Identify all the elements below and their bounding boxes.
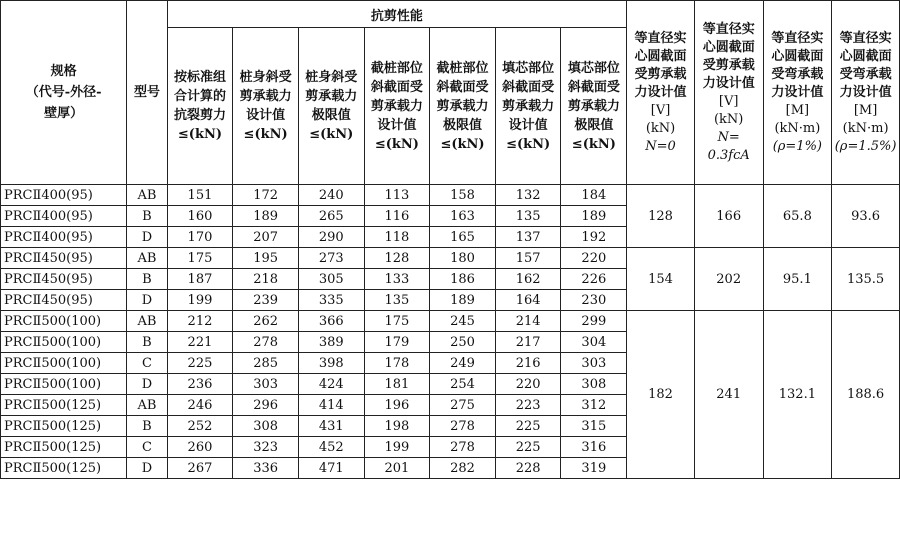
shear-value-cell: 172 xyxy=(233,185,299,206)
shear-value-cell: 221 xyxy=(167,332,233,353)
shear-value-cell: 366 xyxy=(298,311,364,332)
shear-value-cell: 186 xyxy=(430,269,496,290)
shear-value-cell: 225 xyxy=(495,416,561,437)
shear-value-cell: 223 xyxy=(495,395,561,416)
shear-value-cell: 316 xyxy=(561,437,627,458)
type-cell: B xyxy=(127,332,167,353)
shear-value-cell: 278 xyxy=(233,332,299,353)
eq-moment-1pct-header: 等直径实 心圆截面 受弯承载 力设计值 [M] (kN·m) (ρ=1%) xyxy=(763,1,832,185)
shear-value-cell: 189 xyxy=(430,290,496,311)
shear-sub-header-7: 填芯部位 斜截面受 剪承载力 极限值 ≤(kN) xyxy=(561,28,627,185)
shear-value-cell: 220 xyxy=(561,248,627,269)
shear-value-cell: 303 xyxy=(561,353,627,374)
shear-value-cell: 192 xyxy=(561,227,627,248)
shear-value-cell: 319 xyxy=(561,458,627,479)
type-cell: B xyxy=(127,416,167,437)
shear-value-cell: 245 xyxy=(430,311,496,332)
shear-value-cell: 187 xyxy=(167,269,233,290)
shear-sub-header-4: 截桩部位 斜截面受 剪承载力 设计值 ≤(kN) xyxy=(364,28,430,185)
shear-value-cell: 207 xyxy=(233,227,299,248)
spec-cell: PRCⅡ500(100) xyxy=(1,374,127,395)
shear-value-cell: 303 xyxy=(233,374,299,395)
shear-sub-header-3: 桩身斜受 剪承载力 极限值 ≤(kN) xyxy=(298,28,364,185)
type-cell: C xyxy=(127,353,167,374)
shear-value-cell: 285 xyxy=(233,353,299,374)
shear-value-cell: 299 xyxy=(561,311,627,332)
shear-value-cell: 336 xyxy=(233,458,299,479)
shear-value-cell: 165 xyxy=(430,227,496,248)
shear-value-cell: 163 xyxy=(430,206,496,227)
shear-value-cell: 170 xyxy=(167,227,233,248)
shear-value-cell: 278 xyxy=(430,437,496,458)
shear-value-cell: 225 xyxy=(167,353,233,374)
equivalent-capacity-cell: 241 xyxy=(694,311,763,479)
shear-value-cell: 249 xyxy=(430,353,496,374)
shear-value-cell: 290 xyxy=(298,227,364,248)
shear-value-cell: 157 xyxy=(495,248,561,269)
shear-sub-header-6: 填芯部位 斜截面受 剪承载力 设计值 ≤(kN) xyxy=(495,28,561,185)
shear-value-cell: 116 xyxy=(364,206,430,227)
equivalent-capacity-cell: 95.1 xyxy=(763,248,832,311)
shear-value-cell: 151 xyxy=(167,185,233,206)
type-cell: B xyxy=(127,206,167,227)
eq-shear-axial-header: 等直径实 心圆截面 受剪承载 力设计值 [V] (kN) N= 0.3fcA xyxy=(694,1,763,185)
spec-cell: PRCⅡ500(100) xyxy=(1,311,127,332)
type-cell: C xyxy=(127,437,167,458)
shear-value-cell: 398 xyxy=(298,353,364,374)
spec-cell: PRCⅡ500(100) xyxy=(1,353,127,374)
shear-value-cell: 323 xyxy=(233,437,299,458)
shear-value-cell: 236 xyxy=(167,374,233,395)
spec-cell: PRCⅡ500(125) xyxy=(1,437,127,458)
shear-value-cell: 226 xyxy=(561,269,627,290)
type-cell: AB xyxy=(127,311,167,332)
shear-value-cell: 218 xyxy=(233,269,299,290)
shear-value-cell: 180 xyxy=(430,248,496,269)
equivalent-capacity-cell: 188.6 xyxy=(832,311,900,479)
shear-value-cell: 113 xyxy=(364,185,430,206)
shear-value-cell: 260 xyxy=(167,437,233,458)
type-cell: B xyxy=(127,269,167,290)
shear-sub-header-1: 按标准组 合计算的 抗裂剪力 ≤(kN) xyxy=(167,28,233,185)
type-cell: AB xyxy=(127,185,167,206)
type-cell: AB xyxy=(127,248,167,269)
spec-cell: PRCⅡ450(95) xyxy=(1,269,127,290)
equivalent-capacity-cell: 202 xyxy=(694,248,763,311)
shear-value-cell: 424 xyxy=(298,374,364,395)
shear-value-cell: 199 xyxy=(167,290,233,311)
shear-value-cell: 230 xyxy=(561,290,627,311)
shear-value-cell: 158 xyxy=(430,185,496,206)
spec-cell: PRCⅡ450(95) xyxy=(1,248,127,269)
shear-performance-group-header: 抗剪性能 xyxy=(167,1,627,28)
shear-value-cell: 252 xyxy=(167,416,233,437)
shear-value-cell: 118 xyxy=(364,227,430,248)
shear-value-cell: 175 xyxy=(364,311,430,332)
shear-value-cell: 265 xyxy=(298,206,364,227)
equivalent-capacity-cell: 166 xyxy=(694,185,763,248)
shear-value-cell: 273 xyxy=(298,248,364,269)
shear-sub-header-2: 桩身斜受 剪承载力 设计值 ≤(kN) xyxy=(233,28,299,185)
type-cell: D xyxy=(127,227,167,248)
shear-value-cell: 304 xyxy=(561,332,627,353)
shear-value-cell: 184 xyxy=(561,185,627,206)
shear-value-cell: 198 xyxy=(364,416,430,437)
shear-value-cell: 137 xyxy=(495,227,561,248)
shear-value-cell: 217 xyxy=(495,332,561,353)
shear-value-cell: 225 xyxy=(495,437,561,458)
shear-value-cell: 246 xyxy=(167,395,233,416)
shear-value-cell: 181 xyxy=(364,374,430,395)
shear-value-cell: 267 xyxy=(167,458,233,479)
shear-value-cell: 452 xyxy=(298,437,364,458)
shear-value-cell: 228 xyxy=(495,458,561,479)
shear-value-cell: 175 xyxy=(167,248,233,269)
equivalent-capacity-cell: 93.6 xyxy=(832,185,900,248)
shear-value-cell: 308 xyxy=(561,374,627,395)
eq-moment-1-5pct-header: 等直径实 心圆截面 受弯承载 力设计值 [M] (kN·m) (ρ=1.5%) xyxy=(832,1,900,185)
shear-value-cell: 179 xyxy=(364,332,430,353)
shear-value-cell: 308 xyxy=(233,416,299,437)
shear-value-cell: 389 xyxy=(298,332,364,353)
shear-value-cell: 178 xyxy=(364,353,430,374)
spec-cell: PRCⅡ500(100) xyxy=(1,332,127,353)
shear-value-cell: 240 xyxy=(298,185,364,206)
spec-cell: PRCⅡ400(95) xyxy=(1,206,127,227)
shear-value-cell: 335 xyxy=(298,290,364,311)
type-column-header: 型号 xyxy=(127,1,167,185)
equivalent-capacity-cell: 135.5 xyxy=(832,248,900,311)
type-cell: D xyxy=(127,458,167,479)
table-row xyxy=(1,311,900,332)
shear-value-cell: 135 xyxy=(364,290,430,311)
shear-value-cell: 296 xyxy=(233,395,299,416)
equivalent-capacity-cell: 65.8 xyxy=(763,185,832,248)
header-row-1 xyxy=(1,1,900,28)
spec-column-header: 规格 （代号-外径- 壁厚） xyxy=(1,1,127,185)
shear-value-cell: 312 xyxy=(561,395,627,416)
type-cell: AB xyxy=(127,395,167,416)
shear-value-cell: 162 xyxy=(495,269,561,290)
spec-cell: PRCⅡ400(95) xyxy=(1,227,127,248)
equivalent-capacity-cell: 132.1 xyxy=(763,311,832,479)
shear-value-cell: 239 xyxy=(233,290,299,311)
spec-cell: PRCⅡ500(125) xyxy=(1,458,127,479)
shear-value-cell: 201 xyxy=(364,458,430,479)
shear-value-cell: 164 xyxy=(495,290,561,311)
spec-cell: PRCⅡ500(125) xyxy=(1,395,127,416)
eq-shear-n0-header: 等直径实 心圆截面 受剪承载 力设计值 [V] (kN) N=0 xyxy=(627,1,695,185)
shear-value-cell: 254 xyxy=(430,374,496,395)
shear-value-cell: 128 xyxy=(364,248,430,269)
shear-value-cell: 196 xyxy=(364,395,430,416)
shear-value-cell: 133 xyxy=(364,269,430,290)
shear-sub-header-5: 截桩部位 斜截面受 剪承载力 极限值 ≤(kN) xyxy=(430,28,496,185)
shear-value-cell: 471 xyxy=(298,458,364,479)
shear-value-cell: 135 xyxy=(495,206,561,227)
shear-value-cell: 195 xyxy=(233,248,299,269)
shear-value-cell: 315 xyxy=(561,416,627,437)
shear-value-cell: 132 xyxy=(495,185,561,206)
shear-value-cell: 189 xyxy=(233,206,299,227)
equivalent-capacity-cell: 128 xyxy=(627,185,695,248)
type-cell: D xyxy=(127,374,167,395)
shear-value-cell: 216 xyxy=(495,353,561,374)
shear-value-cell: 305 xyxy=(298,269,364,290)
shear-value-cell: 220 xyxy=(495,374,561,395)
type-cell: D xyxy=(127,290,167,311)
shear-value-cell: 431 xyxy=(298,416,364,437)
shear-value-cell: 189 xyxy=(561,206,627,227)
shear-value-cell: 278 xyxy=(430,416,496,437)
equivalent-capacity-cell: 182 xyxy=(627,311,695,479)
spec-cell: PRCⅡ400(95) xyxy=(1,185,127,206)
shear-value-cell: 414 xyxy=(298,395,364,416)
shear-value-cell: 275 xyxy=(430,395,496,416)
shear-value-cell: 250 xyxy=(430,332,496,353)
table-body xyxy=(1,185,900,479)
spec-cell: PRCⅡ500(125) xyxy=(1,416,127,437)
table-row xyxy=(1,248,900,269)
shear-value-cell: 262 xyxy=(233,311,299,332)
shear-value-cell: 199 xyxy=(364,437,430,458)
shear-value-cell: 160 xyxy=(167,206,233,227)
table-row xyxy=(1,185,900,206)
spec-cell: PRCⅡ450(95) xyxy=(1,290,127,311)
shear-value-cell: 212 xyxy=(167,311,233,332)
equivalent-capacity-cell: 154 xyxy=(627,248,695,311)
shear-value-cell: 214 xyxy=(495,311,561,332)
shear-value-cell: 282 xyxy=(430,458,496,479)
